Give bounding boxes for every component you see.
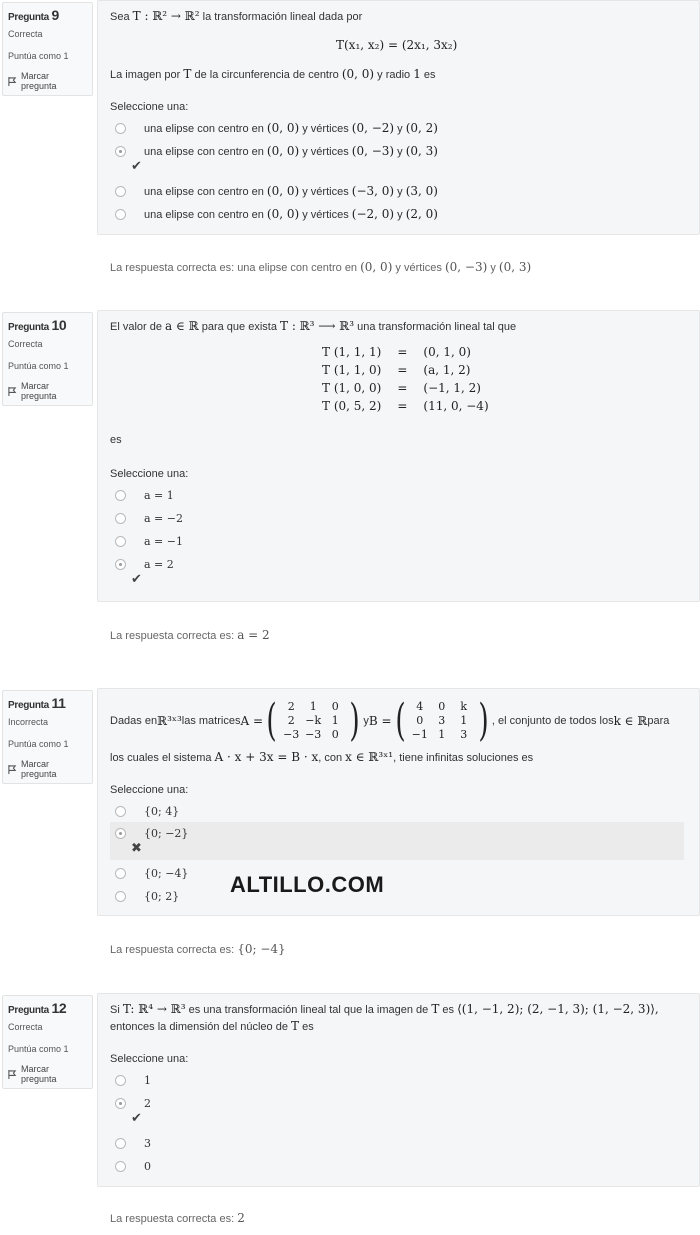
answer-option[interactable]: a = −1 [110,531,183,551]
question-content-11 [97,688,700,916]
radio-button[interactable] [115,1138,126,1149]
question-state: Correcta [8,1022,43,1032]
check-icon: ✔ [131,158,142,173]
radio-button[interactable] [115,1075,126,1086]
answer-option[interactable]: {0; −4} [110,863,188,883]
radio-button[interactable] [115,123,126,134]
equation-row: T (1, 1, 1) = (0, 1, 0) [322,345,471,359]
flag-question-button[interactable]: Marcar pregunta [8,759,87,779]
equation-row: T (1, 1, 0) = (a, 1, 2) [322,363,471,377]
radio-button[interactable] [115,891,126,902]
flag-icon [8,387,17,396]
correct-answer-feedback: La respuesta correcta es: 2 [110,1211,245,1225]
select-one-label: Seleccione una: [110,1053,189,1065]
radio-button-selected[interactable] [115,559,126,570]
answer-option[interactable]: {0; 4} [110,801,179,821]
radio-button-selected[interactable] [115,828,126,839]
answer-option[interactable]: una elipse con centro en (0, 0) y vértices (0, −3) y (0, 3) [110,141,438,161]
check-icon: ✔ [131,1110,142,1125]
question-text: El valor de a ∈ ℝ para que exista T : ℝ³ ⟶ ℝ³ una transformación lineal tal que [110,319,517,333]
question-number: Pregunta 11 [8,695,66,711]
question-grade: Puntúa como 1 [8,1044,69,1054]
correct-answer-feedback: La respuesta correcta es: {0; −4} [110,942,286,956]
answer-option[interactable]: 3 [110,1133,151,1153]
question-state: Correcta [8,29,43,39]
radio-button-selected[interactable] [115,1098,126,1109]
radio-button[interactable] [115,868,126,879]
question-grade: Puntúa como 1 [8,739,69,749]
question-grade: Puntúa como 1 [8,361,69,371]
question-content-12 [97,993,700,1187]
question-state: Incorrecta [8,717,49,727]
flag-question-button[interactable]: Marcar pregunta [8,381,87,401]
flag-question-button[interactable]: Marcar pregunta [8,1064,87,1084]
question-info-10 [2,312,93,406]
flag-icon [8,765,17,774]
question-text: Si T: ℝ⁴ → ℝ³ es una transformación lineal tal que la imagen de T es ⟨(1, −1, 2); (2, −1, 3); (1, −2, 3)⟩, [110,1002,659,1016]
correct-answer-feedback: La respuesta correcta es: a = 2 [110,628,270,642]
question-text-es: es [110,434,122,446]
radio-button[interactable] [115,536,126,547]
question-text: Dadas en ℝ³ˣ³ las matrices A = ( 2 1 0 2 −k 1 −3 −3 0 ) y B = ( 4 0 k 0 3 1 −1 1 3 ) , el conjunto de todos los k ∈ ℝ para [110,695,670,746]
select-one-label: Seleccione una: [110,101,189,113]
select-one-label: Seleccione una: [110,468,189,480]
radio-button[interactable] [115,513,126,524]
question-number: Pregunta 10 [8,317,67,333]
formula: T(x₁, x₂) = (2x₁, 3x₂) [336,38,458,52]
question-number: Pregunta 9 [8,7,59,23]
flag-icon [8,1070,17,1079]
equation-system [314,344,497,416]
radio-button[interactable] [115,186,126,197]
correct-answer-feedback: La respuesta correcta es: una elipse con centro en (0, 0) y vértices (0, −3) y (0, 3) [110,260,532,274]
flag-question-button[interactable]: Marcar pregunta [8,71,87,91]
answer-option[interactable]: {0; 2} [110,886,179,906]
answer-option[interactable]: una elipse con centro en (0, 0) y vértices (−2, 0) y (2, 0) [110,204,438,224]
flag-icon [8,77,17,86]
radio-button-selected[interactable] [115,146,126,157]
answer-option[interactable]: 0 [110,1156,151,1176]
watermark-text: ALTILLO.COM [230,872,385,897]
matrix-b: ( 4 0 k 0 3 1 −1 1 3 ) [394,695,489,746]
question-text-line2: entonces la dimensión del núcleo de T es [110,1019,314,1033]
answer-option[interactable]: a = −2 [110,508,183,528]
question-content-9 [97,0,700,235]
incorrect-answer-highlight [110,822,684,860]
question-info-11 [2,690,93,784]
answer-option[interactable]: una elipse con centro en (0, 0) y vértices (−3, 0) y (3, 0) [110,181,438,201]
equation-row: T (0, 5, 2) = (11, 0, −4) [322,399,489,413]
question-text-line2: La imagen por T de la circunferencia de centro (0, 0) y radio 1 es [110,67,436,81]
question-text: Sea T : ℝ² → ℝ² la transformación lineal dada por [110,9,363,23]
question-info-9 [2,2,93,96]
answer-option[interactable]: {0; −2} [110,823,188,843]
question-content-10 [97,310,700,602]
check-icon: ✔ [131,571,142,586]
question-text-line2: los cuales el sistema A · x + 3x = B · x, con x ∈ ℝ³ˣ¹, tiene infinitas soluciones es [110,750,534,764]
answer-option[interactable]: 2 [110,1093,151,1113]
equation-row: T (1, 0, 0) = (−1, 1, 2) [322,381,481,395]
answer-option[interactable]: 1 [110,1070,151,1090]
cross-icon: ✖ [131,840,142,855]
matrix-a: ( 2 1 0 2 −k 1 −3 −3 0 ) [266,695,360,746]
answer-option[interactable]: a = 1 [110,485,174,505]
answer-option[interactable]: una elipse con centro en (0, 0) y vértices (0, −2) y (0, 2) [110,118,438,138]
answer-option[interactable]: a = 2 [110,554,174,574]
radio-button[interactable] [115,209,126,220]
select-one-label: Seleccione una: [110,784,189,796]
radio-button[interactable] [115,490,126,501]
question-state: Correcta [8,339,43,349]
question-info-12 [2,995,93,1089]
question-number: Pregunta 12 [8,1000,67,1016]
radio-button[interactable] [115,1161,126,1172]
question-grade: Puntúa como 1 [8,51,69,61]
radio-button[interactable] [115,806,126,817]
